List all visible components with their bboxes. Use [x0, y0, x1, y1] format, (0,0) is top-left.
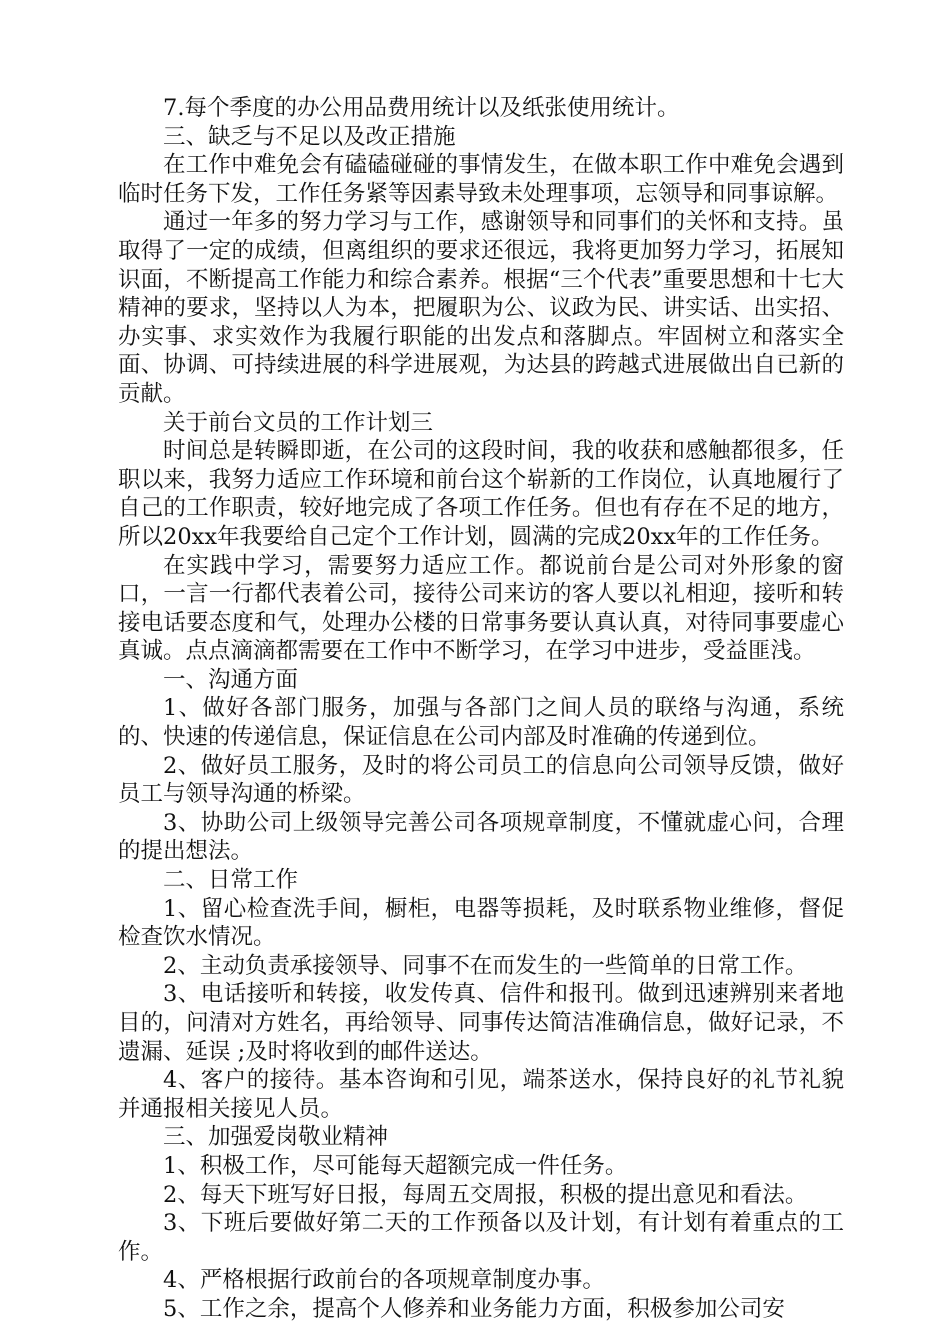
paragraph: 在实践中学习，需要努力适应工作。都说前台是公司对外形象的窗口，一言一行都代表着公司，接待公司来访的客人要以礼相迎，接听和转接电话要态度和气，处理办公楼的日常事务要认真认真，对待同事要虚心真诚。点点滴滴都需要在工作中不断学习，在学习中进步，受益匪浅。	[118, 552, 844, 665]
paragraph: 2、做好员工服务，及时的将公司员工的信息向公司领导反馈，做好员工与领导沟通的桥梁。	[118, 752, 844, 808]
paragraph: 在工作中难免会有磕磕碰碰的事情发生，在做本职工作中难免会遇到临时任务下发，工作任务紧等因素导致未处理事项，忘领导和同事谅解。	[118, 152, 844, 207]
paragraph: 1、积极工作，尽可能每天超额完成一件任务。	[163, 1152, 628, 1179]
document-body	[118, 94, 844, 1324]
paragraph: 3、电话接听和转接，收发传真、信件和报刊。做到迅速辨别来者地目的，问清对方姓名，再给领导、同事传达简洁准确信息，做好记录，不遗漏、延误 ;及时将收到的邮件送达。	[118, 981, 844, 1065]
section-heading: 三、加强爱岗敬业精神	[163, 1124, 389, 1151]
paragraph: 4、严格根据行政前台的各项规章制度办事。	[163, 1267, 605, 1294]
paragraph: 1、留心检查洗手间，橱柜，电器等损耗，及时联系物业维修，督促检查饮水情况。	[118, 895, 844, 951]
paragraph: 7.每个季度的办公用品费用统计以及纸张使用统计。	[163, 95, 680, 121]
paragraph: 5、工作之余，提高个人修养和业务能力方面，积极参加公司安	[163, 1295, 785, 1322]
paragraph: 3、下班后要做好第二天的工作预备以及计划，有计划有着重点的工作。	[118, 1210, 844, 1265]
paragraph: 1、做好各部门服务，加强与各部门之间人员的联络与沟通，系统的、快速的传递信息，保证信息在公司内部及时准确的传递到位。	[118, 695, 844, 751]
section-heading: 一、沟通方面	[163, 666, 299, 693]
section-heading: 二、日常工作	[163, 867, 299, 894]
paragraph: 通过一年多的努力学习与工作，感谢领导和同事们的关怀和支持。虽取得了一定的成绩，但离组织的要求还很远，我将更加努力学习，拓展知识面，不断提高工作能力和综合素养。根据“三个代表”重要思想和十七大精神的要求，坚持以人为本，把履职为公、议政为民、讲实话、出实招、办实事、求实效作为我履行职能的出发点和落脚点。牢固树立和落实全面、协调、可持续进展的科学进展观，为达县的跨越式进展做出自已新的贡献。	[118, 209, 844, 407]
paragraph: 时间总是转瞬即逝，在公司的这段时间，我的收获和感触都很多，任职以来，我努力适应工作环境和前台这个崭新的工作岗位，认真地履行了自己的工作职责，较好地完成了各项工作任务。但也有存在不足的地方，所以20xx年我要给自己定个工作计划，圆满的完成20xx年的工作任务。	[118, 438, 844, 550]
paragraph: 2、每天下班写好日报，每周五交周报，积极的提出意见和看法。	[163, 1181, 808, 1208]
paragraph: 3、协助公司上级领导完善公司各项规章制度，不懂就虚心问，合理的提出想法。	[118, 809, 844, 865]
paragraph: 4、客户的接待。基本咨询和引见，端茶送水，保持良好的礼节礼貌并通报相关接见人员。	[118, 1067, 844, 1122]
section-heading: 关于前台文员的工作计划三	[163, 409, 434, 436]
section-heading: 三、缺乏与不足以及改正措施	[163, 123, 456, 150]
paragraph: 2、主动负责承接领导、同事不在而发生的一些简单的日常工作。	[163, 952, 808, 979]
